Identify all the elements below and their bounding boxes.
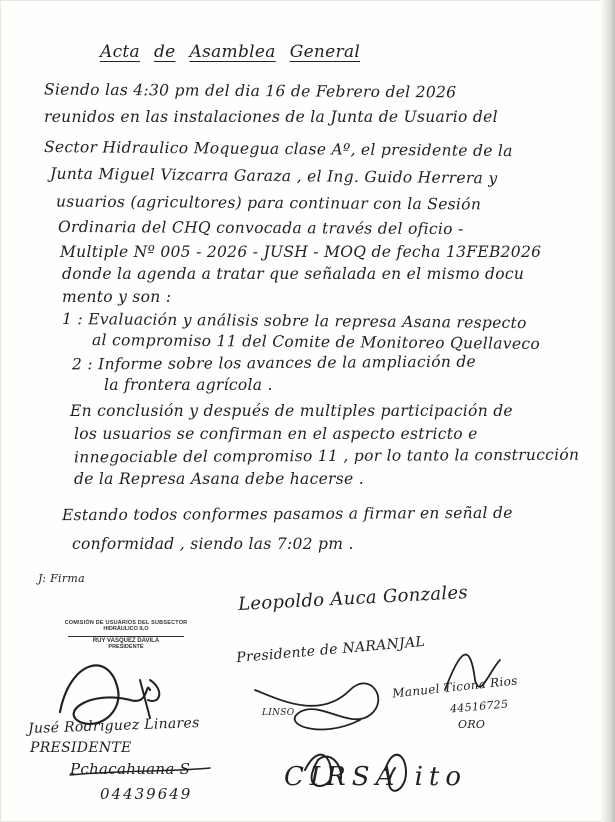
text-line: Junta Miguel Vizcarra Garaza , el Ing. Guido Herrera y (49, 164, 498, 188)
stamp-line2: HIDRÁULICO ILO (103, 626, 149, 632)
text-line: mento y son : (62, 288, 172, 306)
signature-3-note: LINSO (262, 708, 295, 718)
signature-4-name: Manuel Ticona Rios (391, 673, 519, 701)
text-line: Multiple Nº 005 - 2026 - JUSH - MOQ de fecha 13FEB2026 (60, 243, 542, 261)
signature-4-place: ORO (458, 718, 486, 731)
text-line: 2 : Informe sobre los avances de la ampliación de (71, 352, 477, 374)
signature-4-dni: 44516725 (449, 697, 509, 716)
text-line: Ordinaria del CHQ convocada a través del oficio - (57, 217, 464, 239)
text-line: innegociable del compromiso 11 , por lo tanto la construcción (73, 445, 580, 467)
text-line: los usuarios se confirman en el aspecto estricto e (74, 425, 478, 443)
signature-stroke (60, 665, 150, 723)
text-line: conformidad , siendo las 7:02 pm . (72, 535, 354, 553)
title-word: Acta (100, 42, 140, 62)
stamp-line1: COMISIÓN DE USUARIOS DEL SUBSECTOR (64, 620, 188, 626)
margin-note: J: Firma (38, 572, 85, 585)
text-line: Sector Hidraulico Moquegua clase Aº, el presidente de la (43, 137, 513, 161)
text-line: al compromiso 11 del Comite de Monitoreo Quellaveco (91, 331, 541, 353)
signature-1-dni: 04439649 (100, 785, 193, 803)
text-line: de la Represa Asana debe hacerse . (74, 470, 364, 488)
signature-2-name: Leopoldo Auca Gonzales (237, 581, 469, 616)
signature-1-role: PRESIDENTE (30, 740, 132, 756)
text-line: donde la agenda a tratar que señalada en el mismo docu (62, 265, 525, 283)
text-line: En conclusión y después de multiples participación de (70, 402, 513, 420)
title-word: Asamblea (189, 42, 276, 62)
text-line: usuarios (agricultores) para continuar con la Sesión (55, 192, 482, 214)
stamp-name: RUY VASQUEZ DAVILA (92, 638, 160, 644)
signature-5-text: CIRSA ito (284, 762, 468, 792)
stamp-role: PRESIDENTE (108, 644, 144, 650)
title-word: General (289, 42, 361, 62)
signature-1-name: Jusé Rodríguez Linares (27, 715, 200, 737)
text-line: reunidos en las instalaciones de la Junta de Usuario del (44, 108, 498, 126)
title-word: de (153, 42, 176, 62)
signature-2-role: Presidente de NARANJAL (235, 633, 426, 667)
text-line: 1 : Evaluación y análisis sobre la represa Asana respecto (61, 309, 527, 333)
text-line: Siendo las 4:30 pm del dia 16 de Febrero del 2026 (43, 80, 457, 102)
signature-1-extra: Pchacahuana S (70, 760, 191, 778)
text-line: Estando todos conformes pasamos a firmar en señal de (61, 503, 513, 525)
signature-stroke (255, 683, 378, 729)
text-line: la frontera agrícola . (104, 376, 273, 394)
